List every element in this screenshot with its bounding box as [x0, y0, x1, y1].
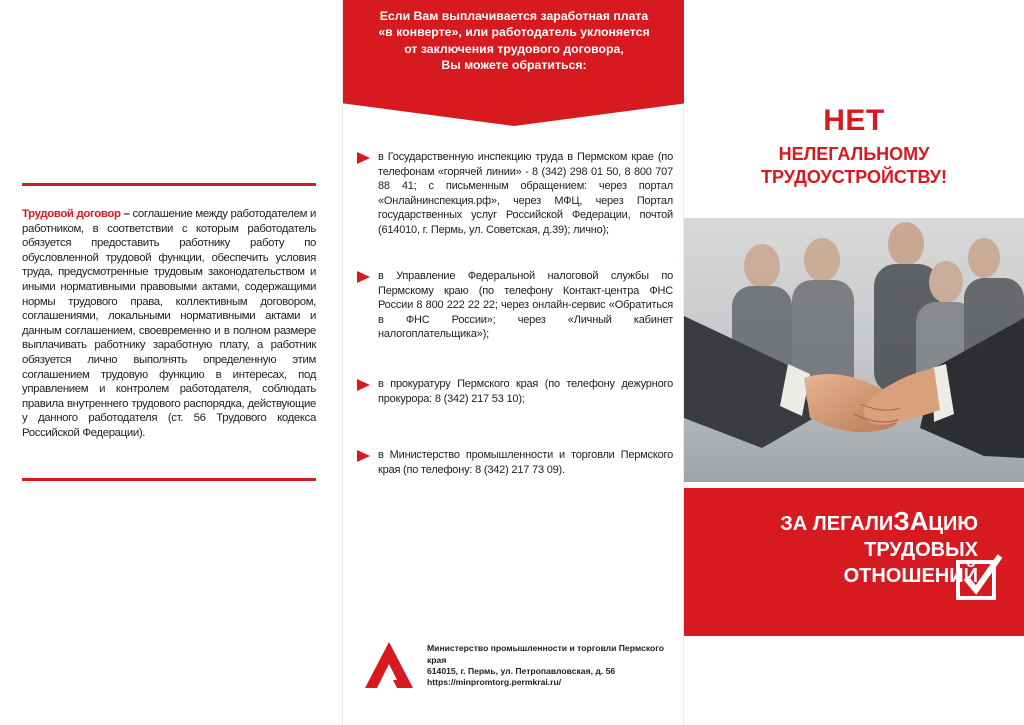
slogan-part: ЗА ЛЕГАЛИ: [780, 513, 894, 535]
contact-item-text: в Государственную инспекцию труда в Пермском крае (по телефонам «горячей линии» - 8 (342) 298 01 50, 8 800 707 88 41; с письменным обращением: через портал «Онлайнинспекция.рф», через МФЦ, через Портал государственных услуг Российской Федерации, почтой (614010, г. Пермь, ул. Советская, д.39); лично);: [378, 151, 673, 236]
banner-line: Если Вам выплачивается заработная плата: [379, 9, 649, 23]
banner-line: «в конверте», или работодатель уклоняется: [378, 25, 650, 40]
slogan-line-1: [706, 508, 978, 537]
banner-text: [343, 8, 685, 74]
triangle-bullet-icon: [357, 450, 370, 462]
right-panel: [684, 0, 1024, 725]
definition-dash: –: [120, 208, 133, 220]
handshake-photo: [684, 218, 1024, 482]
labor-contract-definition: [22, 207, 316, 441]
ministry-footer: [363, 640, 673, 692]
ministry-logo-icon: [363, 640, 415, 692]
middle-panel: [342, 0, 684, 725]
contact-item-text: в прокуратуру Пермского края (по телефону дежурного прокурора: 8 (342) 217 53 10);: [378, 378, 673, 405]
checkbox-checked-icon: [954, 550, 1006, 602]
contact-item-ministry: [357, 448, 673, 477]
contact-item-text: в Министерство промышленности и торговли Пермского края (по телефону: 8 (342) 217 73 09).: [378, 449, 673, 476]
slogan-line-2: ТРУДОВЫХ: [864, 539, 978, 561]
divider-top: [22, 183, 316, 186]
contact-item-tax-service: [357, 269, 673, 342]
triangle-bullet-icon: [357, 152, 370, 164]
footer-text: [427, 643, 673, 689]
contact-item-text: в Управление Федеральной налоговой службы по Пермскому краю (по телефону Контакт-центра ФНС России 8 800 222 22 22; через онлайн-сервис «Обратиться в ФНС России»; через «Личный кабинет налогоплательщика»);: [378, 270, 673, 341]
ministry-address: 614015, г. Пермь, ул. Петропавловская, д. 56: [427, 666, 616, 676]
triangle-bullet-icon: [357, 271, 370, 283]
contact-item-labor-inspection: [357, 150, 673, 238]
slogan-emphasis: ЗА: [893, 506, 929, 536]
headline: [684, 104, 1024, 189]
headline-no: НЕТ: [823, 104, 885, 137]
banner-line: от заключения трудового договора,: [404, 41, 624, 56]
ministry-name: Министерство промышленности и торговли Пермского края: [427, 643, 665, 665]
slogan-line-3: ОТНОШЕНИЙ: [843, 565, 978, 587]
banner-line: Вы можете обратиться:: [441, 58, 587, 73]
ministry-website[interactable]: https://minpromtorg.permkrai.ru/: [427, 677, 562, 688]
slogan-part: ЦИЮ: [928, 513, 978, 535]
divider-bottom: [22, 478, 316, 481]
headline-employment: ТРУДОУСТРОЙСТВУ!: [761, 167, 947, 187]
triangle-bullet-icon: [357, 379, 370, 391]
headline-illegal: НЕЛЕГАЛЬНОМУ: [778, 144, 930, 164]
definition-body: соглашение между работодателем и работником, в соответствии с которым работодатель обязуется предоставить работнику работу по обусловленной трудовой функции, обеспечить условия труда, предусмотренные трудовым законодательством и иными нормативными правовыми актами, содержащими нормы трудового права, коллективным договором, соглашениями, локальными нормативными актами и данным соглашением, своевременно и в полном размере выплачивать работнику заработную плату, а работник обязуется лично выполнять определенную этим соглашением трудовую функцию в интересах, под управлением и контролем работодателя, соблюдать правила внутреннего трудового распорядка, действующие у данного работодателя (ст. 56 Трудового кодекса Российской Федерации).: [22, 208, 316, 439]
slogan: [706, 508, 978, 589]
contact-item-prosecutor: [357, 377, 673, 406]
left-panel: [0, 0, 342, 725]
definition-term: Трудовой договор: [22, 208, 121, 220]
